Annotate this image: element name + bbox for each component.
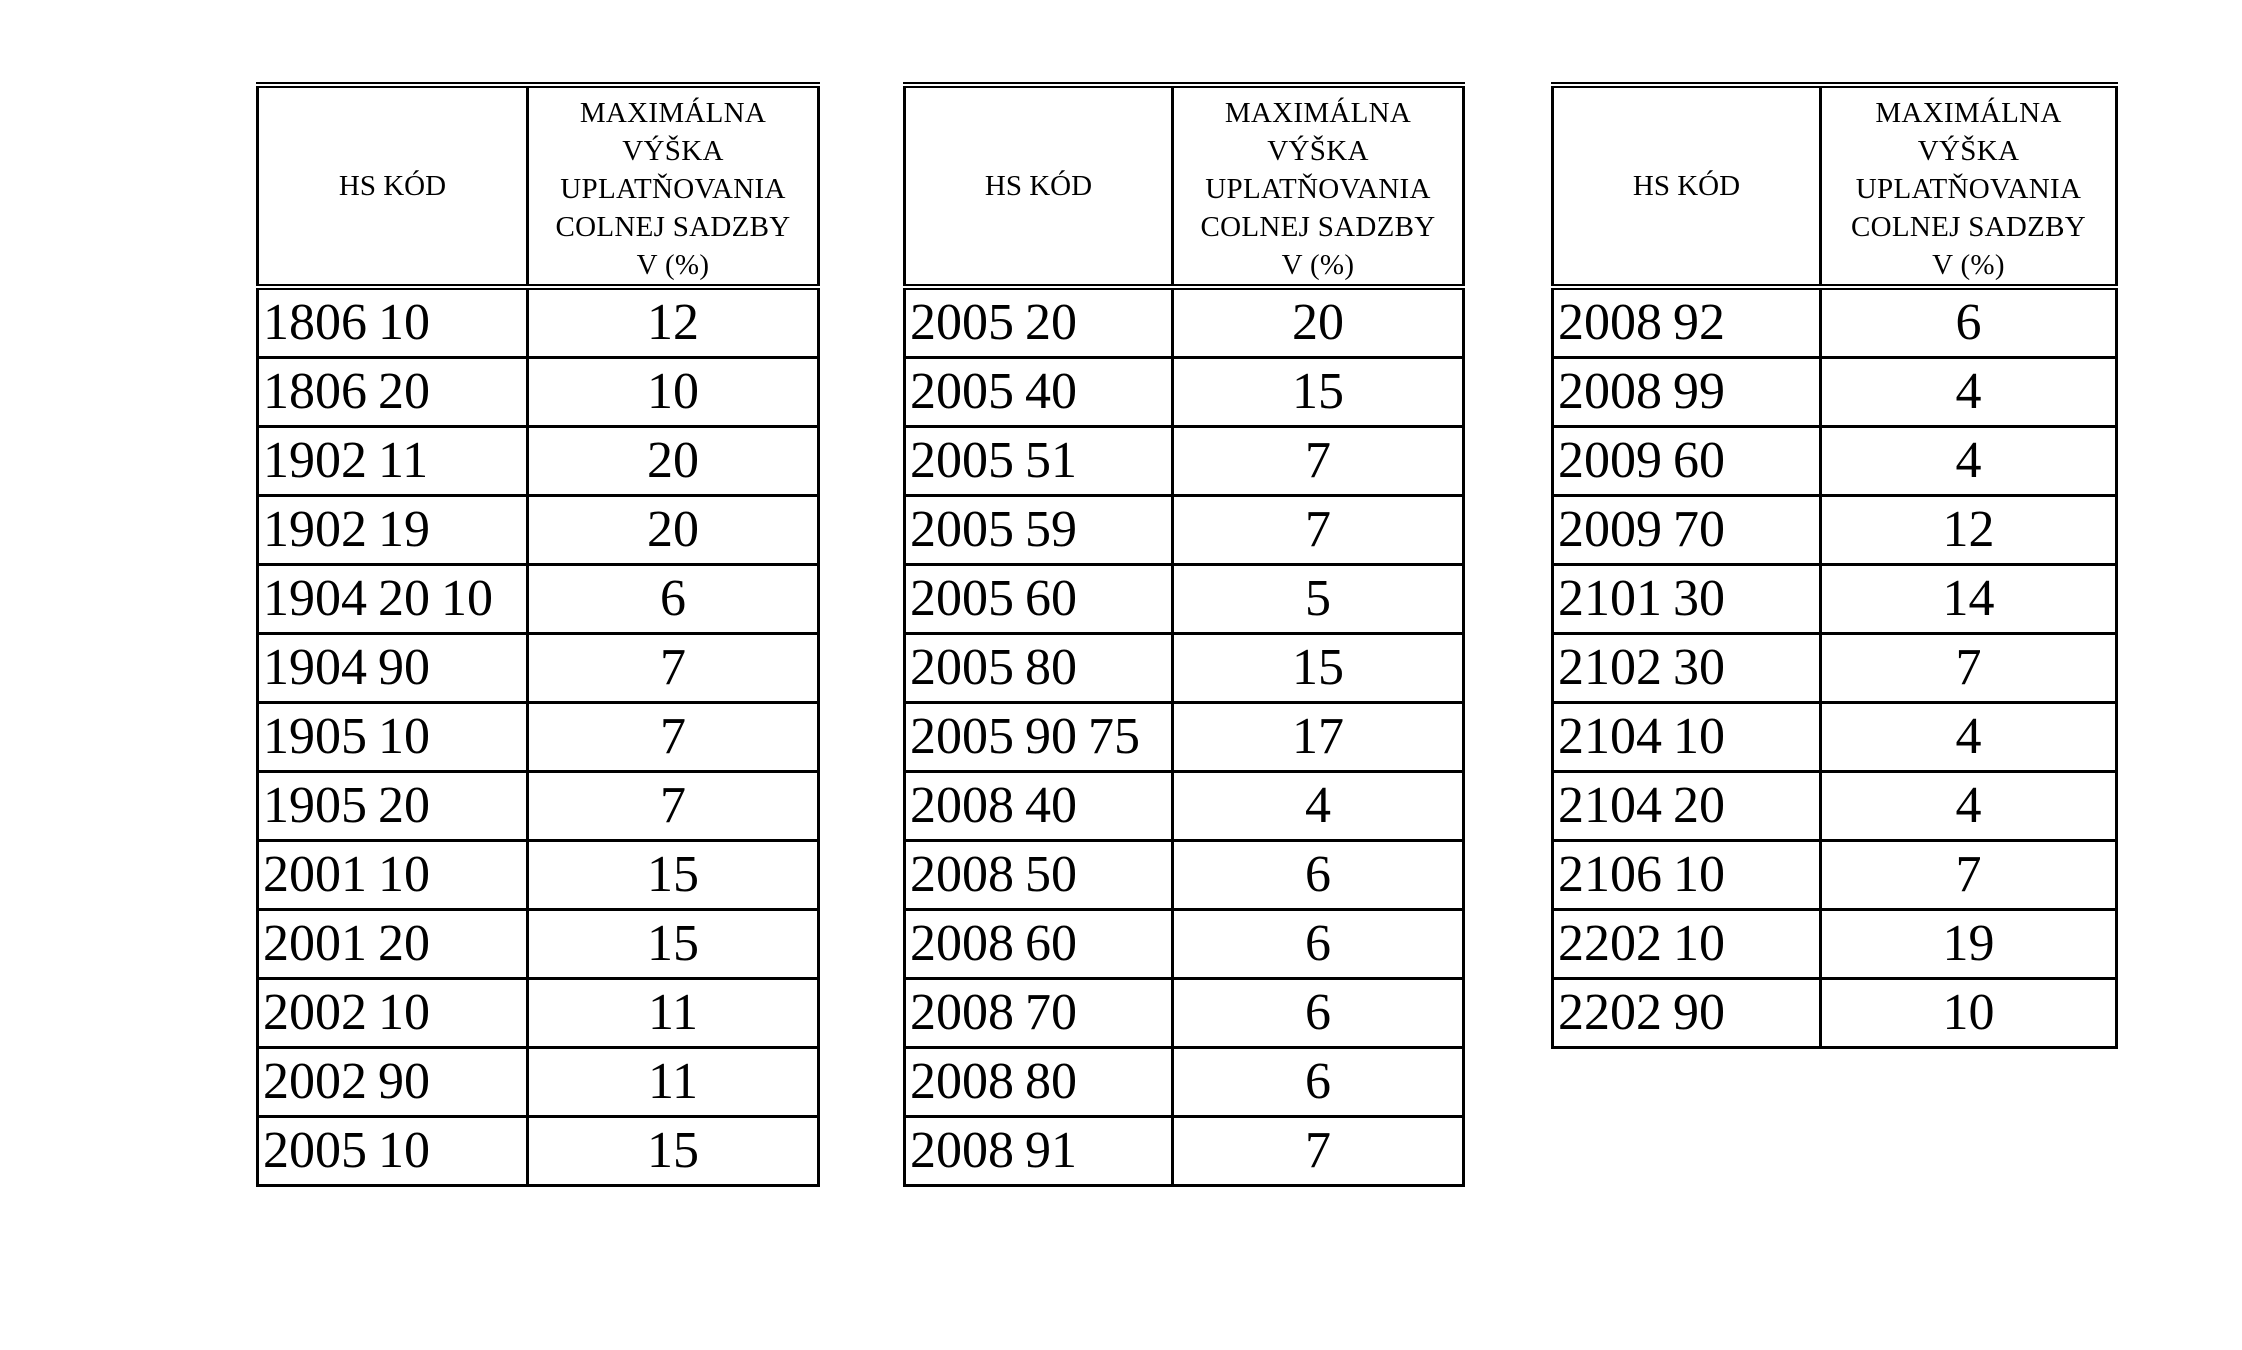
- header-line: MAXIMÁLNA: [1875, 97, 2062, 129]
- hs-code-cell: 2009 60: [1553, 427, 1821, 496]
- max-rate-cell: 15: [1173, 358, 1464, 427]
- table-row: [905, 772, 1464, 841]
- max-rate-cell: 11: [528, 979, 819, 1048]
- table-row: [258, 841, 819, 910]
- hs-code-cell: 1806 20: [258, 358, 528, 427]
- max-rate-cell: 5: [1173, 565, 1464, 634]
- hs-code-cell: 2005 40: [905, 358, 1173, 427]
- hs-code-cell: 1902 19: [258, 496, 528, 565]
- table-row: [905, 1117, 1464, 1186]
- hs-code-cell: 2008 50: [905, 841, 1173, 910]
- header-line: COLNEJ SADZBY: [1850, 211, 2087, 243]
- max-rate-cell: 6: [1173, 841, 1464, 910]
- max-rate-cell: 7: [1173, 1117, 1464, 1186]
- table-body: [258, 287, 819, 1186]
- hs-code-cell: 1902 11: [258, 427, 528, 496]
- hs-code-cell: 1905 10: [258, 703, 528, 772]
- table-row: [1553, 910, 2117, 979]
- max-rate-cell: 7: [1821, 634, 2117, 703]
- header-line: VÝŠKA: [1267, 135, 1369, 167]
- hs-code-cell: 2104 10: [1553, 703, 1821, 772]
- max-rate-cell: 6: [1821, 287, 2117, 358]
- max-rate-header: [528, 85, 819, 287]
- hs-code-cell: 1904 90: [258, 634, 528, 703]
- table-row: [258, 287, 819, 358]
- max-rate-cell: 7: [1821, 841, 2117, 910]
- table-body: [1553, 287, 2117, 1048]
- table-row: [258, 427, 819, 496]
- max-rate-cell: 10: [528, 358, 819, 427]
- table-row: [1553, 287, 2117, 358]
- table-row: [258, 910, 819, 979]
- max-rate-cell: 20: [528, 427, 819, 496]
- tariff-table-2: [903, 82, 1465, 1187]
- hs-code-cell: 2008 70: [905, 979, 1173, 1048]
- table-row: [258, 979, 819, 1048]
- table-row: [905, 358, 1464, 427]
- hs-code-cell: 2202 10: [1553, 910, 1821, 979]
- max-rate-cell: 15: [528, 910, 819, 979]
- max-rate-cell: 14: [1821, 565, 2117, 634]
- table-row: [1553, 703, 2117, 772]
- table-row: [905, 287, 1464, 358]
- header-line: COLNEJ SADZBY: [555, 211, 791, 243]
- table-row: [905, 1048, 1464, 1117]
- header-line: MAXIMÁLNA: [579, 97, 767, 129]
- table-row: [1553, 841, 2117, 910]
- hs-code-cell: 2009 70: [1553, 496, 1821, 565]
- max-rate-cell: 15: [1173, 634, 1464, 703]
- table-row: [258, 358, 819, 427]
- max-rate-cell: 7: [528, 703, 819, 772]
- table-header: [1553, 85, 2117, 287]
- max-rate-cell: 7: [528, 772, 819, 841]
- hs-code-cell: 1806 10: [258, 287, 528, 358]
- max-rate-cell: 10: [1821, 979, 2117, 1048]
- header-line: VÝŠKA: [1917, 135, 2020, 167]
- header-line: V (%): [1281, 249, 1355, 281]
- table-row: [905, 841, 1464, 910]
- header-line: MAXIMÁLNA: [1224, 97, 1412, 129]
- table-row: [1553, 358, 2117, 427]
- table-row: [258, 565, 819, 634]
- table-row: [1553, 634, 2117, 703]
- table-row: [258, 1048, 819, 1117]
- header-line: COLNEJ SADZBY: [1200, 211, 1436, 243]
- max-rate-cell: 12: [528, 287, 819, 358]
- max-rate-cell: 4: [1821, 427, 2117, 496]
- tariff-table-3: [1551, 82, 2118, 1049]
- table-row: [258, 772, 819, 841]
- hs-code-cell: 2005 20: [905, 287, 1173, 358]
- table-row: [905, 634, 1464, 703]
- header-line: V (%): [636, 249, 710, 281]
- hs-code-cell: 2008 80: [905, 1048, 1173, 1117]
- max-rate-cell: 15: [528, 841, 819, 910]
- max-rate-cell: 15: [528, 1117, 819, 1186]
- hs-code-header: HS KÓD: [258, 85, 528, 287]
- max-rate-cell: 6: [1173, 1048, 1464, 1117]
- hs-code-cell: 2002 90: [258, 1048, 528, 1117]
- tariff-table-1: [256, 82, 820, 1187]
- table-body: [905, 287, 1464, 1186]
- hs-code-cell: 2008 91: [905, 1117, 1173, 1186]
- max-rate-cell: 7: [1173, 427, 1464, 496]
- max-rate-cell: 6: [1173, 910, 1464, 979]
- table-row: [905, 979, 1464, 1048]
- table-header: [905, 85, 1464, 287]
- hs-code-cell: 2008 99: [1553, 358, 1821, 427]
- hs-code-cell: 2002 10: [258, 979, 528, 1048]
- max-rate-cell: 4: [1821, 703, 2117, 772]
- table-row: [1553, 772, 2117, 841]
- hs-code-cell: 2104 20: [1553, 772, 1821, 841]
- table-row: [1553, 427, 2117, 496]
- hs-code-cell: 2005 80: [905, 634, 1173, 703]
- hs-code-cell: 2001 20: [258, 910, 528, 979]
- max-rate-header: [1821, 85, 2117, 287]
- table-row: [905, 565, 1464, 634]
- table-row: [905, 427, 1464, 496]
- max-rate-cell: 11: [528, 1048, 819, 1117]
- max-rate-cell: 4: [1821, 358, 2117, 427]
- hs-code-cell: 2008 60: [905, 910, 1173, 979]
- hs-code-cell: 2005 10: [258, 1117, 528, 1186]
- max-rate-cell: 12: [1821, 496, 2117, 565]
- max-rate-cell: 7: [1173, 496, 1464, 565]
- header-line: UPLATŇOVANIA: [560, 173, 786, 205]
- header-line: UPLATŇOVANIA: [1855, 173, 2082, 205]
- hs-code-header: HS KÓD: [1553, 85, 1821, 287]
- hs-code-cell: 2005 51: [905, 427, 1173, 496]
- table-row: [258, 634, 819, 703]
- hs-code-cell: 2005 90 75: [905, 703, 1173, 772]
- table-header: [258, 85, 819, 287]
- table-row: [905, 910, 1464, 979]
- table-row: [258, 703, 819, 772]
- max-rate-cell: 4: [1821, 772, 2117, 841]
- hs-code-cell: 2202 90: [1553, 979, 1821, 1048]
- hs-code-cell: 1904 20 10: [258, 565, 528, 634]
- max-rate-cell: 19: [1821, 910, 2117, 979]
- max-rate-cell: 6: [528, 565, 819, 634]
- header-line: V (%): [1932, 249, 2005, 281]
- hs-code-cell: 2008 40: [905, 772, 1173, 841]
- max-rate-cell: 4: [1173, 772, 1464, 841]
- hs-code-header: HS KÓD: [905, 85, 1173, 287]
- hs-code-cell: 2008 92: [1553, 287, 1821, 358]
- max-rate-header: [1173, 85, 1464, 287]
- max-rate-cell: 7: [528, 634, 819, 703]
- max-rate-cell: 6: [1173, 979, 1464, 1048]
- hs-code-cell: 2106 10: [1553, 841, 1821, 910]
- table-row: [905, 496, 1464, 565]
- table-row: [905, 703, 1464, 772]
- table-row: [1553, 565, 2117, 634]
- max-rate-cell: 20: [528, 496, 819, 565]
- hs-code-cell: 2005 60: [905, 565, 1173, 634]
- hs-code-cell: 2102 30: [1553, 634, 1821, 703]
- header-line: UPLATŇOVANIA: [1205, 173, 1431, 205]
- table-row: [1553, 979, 2117, 1048]
- hs-code-cell: 2005 59: [905, 496, 1173, 565]
- hs-code-cell: 1905 20: [258, 772, 528, 841]
- max-rate-cell: 20: [1173, 287, 1464, 358]
- header-line: VÝŠKA: [622, 135, 724, 167]
- table-row: [258, 1117, 819, 1186]
- hs-code-cell: 2101 30: [1553, 565, 1821, 634]
- max-rate-cell: 17: [1173, 703, 1464, 772]
- table-row: [1553, 496, 2117, 565]
- table-row: [258, 496, 819, 565]
- hs-code-cell: 2001 10: [258, 841, 528, 910]
